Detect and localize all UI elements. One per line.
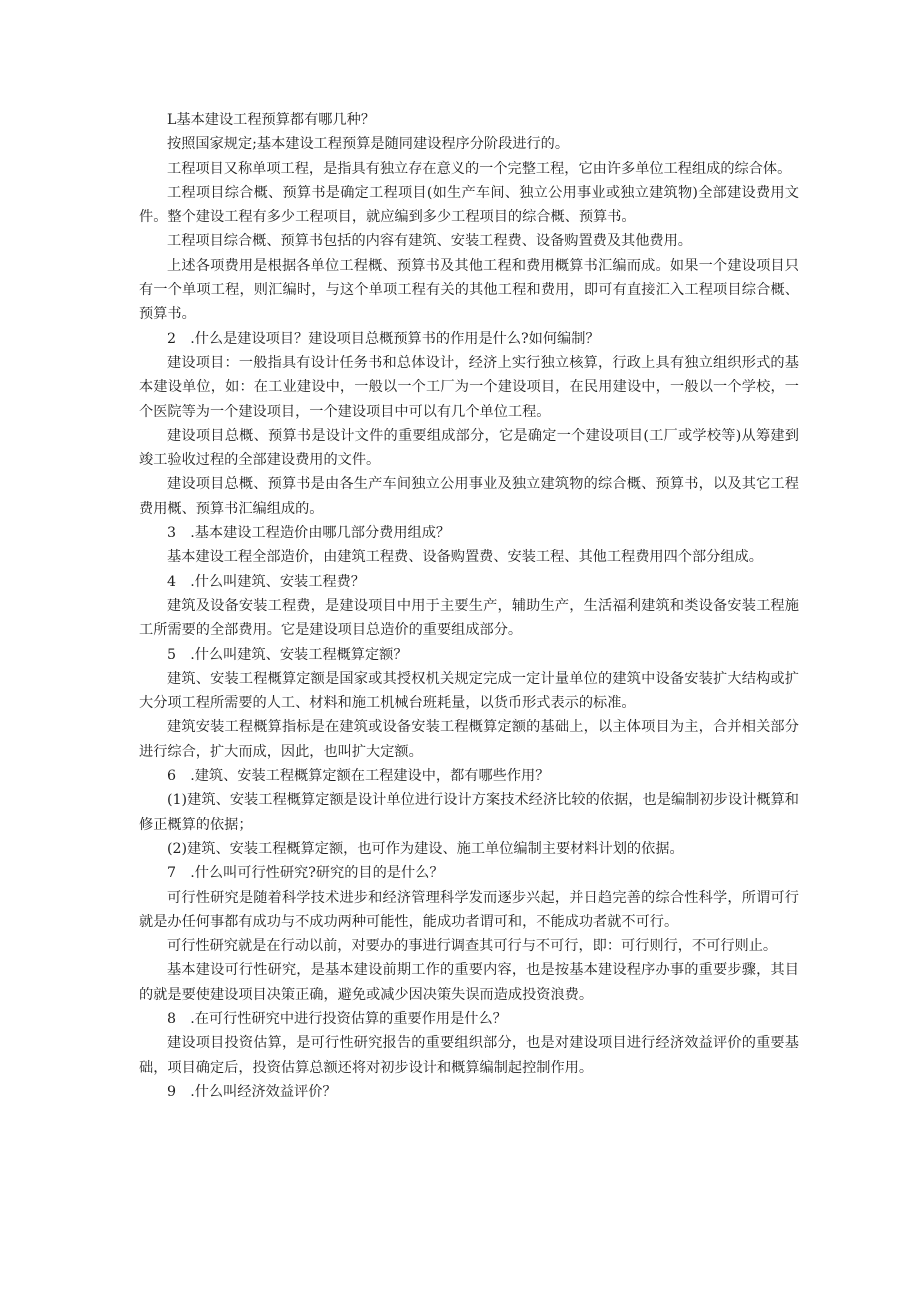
paragraph: 可行性研究就是在行动以前，对要办的事进行调查其可行与不可行，即：可行则行，不可行则止。 xyxy=(167,938,778,955)
heading-7: 7 .什么叫可行性研究?研究的目的是什么？ xyxy=(167,865,444,882)
paragraph: 建设项目：一般指具有设计任务书和总体设计，经济上实行独立核算，行政上具有独立组织形式的基本建设单位，如：在工业建设中，一般以一个工厂为一个建设项目，在民用建设中，一般以一个学校，一个医院等为一个建设项目，一个建设项目中可以有几个单位工程。 xyxy=(139,354,799,420)
heading-1: L基本建设工程预算都有哪几种？ xyxy=(167,112,376,128)
paragraph: 建设项目总概、预算书是由各生产车间独立公用事业及独立建筑物的综合概、预算书，以及其它工程费用概、预算书汇编组成的。 xyxy=(139,476,799,517)
paragraph: 建设项目总概、预算书是设计文件的重要组成部分，它是确定一个建设项目(工厂或学校等)从筹建到竣工验收过程的全部建设费用的文件。 xyxy=(139,427,799,469)
heading-6: 6 .建筑、安装工程概算定额在工程建设中，都有哪些作用？ xyxy=(167,768,550,785)
paragraph: 上述各项费用是根据各单位工程概、预算书及其他工程和费用概算书汇编而成。如果一个建设项目只有一个单项工程，则汇编时，与这个单项工程有关的其他工程和费用，即可有直接汇入工程项目综合概、预算书。 xyxy=(139,257,799,323)
paragraph: 工程项目综合概、预算书是确定工程项目(如生产车间、独立公用事业或独立建筑物)全部建设费用文件。整个建设工程有多少工程项目，就应编到多少工程项目的综合概、预算书。 xyxy=(139,184,799,226)
heading-9: 9 .什么叫经济效益评价？ xyxy=(167,1083,337,1100)
document-body xyxy=(139,108,799,1104)
heading-4: 4 .什么叫建筑、安装工程费？ xyxy=(167,573,365,590)
paragraph: 建筑及设备安装工程费，是建设项目中用于主要生产，辅助生产，生活福利建筑和类设备安装工程施工所需要的全部费用。它是建设项目总造价的重要组成部分。 xyxy=(139,597,799,639)
list-item: (2)建筑、安装工程概算定额，也可作为建设、施工单位编制主要材料计划的依据。 xyxy=(167,840,684,857)
heading-5: 5 .什么叫建筑、安装工程概算定额？ xyxy=(167,646,408,663)
paragraph: 可行性研究是随着科学技术进步和经济管理科学发而逐步兴起，并日趋完善的综合性科学，所谓可行就是办任何事都有成功与不成功两种可能性，能成功者谓可和，不能成功者就不可行。 xyxy=(139,889,799,930)
paragraph: 按照国家规定;基本建设工程预算是随同建设程序分阶段进行的。 xyxy=(167,136,570,153)
heading-2: 2 .什么是建设项目？建设项目总概预算书的作用是什么?如何编制？ xyxy=(167,330,600,347)
list-item: (1)建筑、安装工程概算定额是设计单位进行设计方案技术经济比较的依据，也是编制初步设计概算和修正概算的依据； xyxy=(139,792,799,833)
heading-3: 3 .基本建设工程造价由哪几部分费用组成？ xyxy=(167,525,451,542)
paragraph: 工程项目又称单项工程，是指具有独立存在意义的一个完整工程，它由许多单位工程组成的综合体。 xyxy=(167,160,792,177)
paragraph: 建筑安装工程概算指标是在建筑或设备安装工程概算定额的基础上，以主体项目为主，合并相关部分进行综合，扩大而成，因此，也叫扩大定额。 xyxy=(139,719,799,760)
paragraph: 基本建设可行性研究，是基本建设前期工作的重要内容，也是按基本建设程序办事的重要步骤，其目的就是要使建设项目决策正确，避免或减少因决策失误而造成投资浪费。 xyxy=(139,962,799,1003)
heading-8: 8 .在可行性研究中进行投资估算的重要作用是什么？ xyxy=(167,1010,507,1027)
paragraph: 工程项目综合概、预算书包括的内容有建筑、安装工程费、设备购置费及其他费用。 xyxy=(167,233,692,250)
paragraph: 建设项目投资估算，是可行性研究报告的重要组织部分，也是对建设项目进行经济效益评价的重要基础，项目确定后，投资估算总额还将对初步设计和概算编制起控制作用。 xyxy=(139,1035,799,1076)
paragraph: 基本建设工程全部造价，由建筑工程费、设备购置费、安装工程、其他工程费用四个部分组成。 xyxy=(167,549,763,566)
paragraph: 建筑、安装工程概算定额是国家或其授权机关规定完成一定计量单位的建筑中设备安装扩大结构或扩大分项工程所需要的人工、材料和施工机械台班耗量，以货币形式表示的标准。 xyxy=(139,670,799,712)
